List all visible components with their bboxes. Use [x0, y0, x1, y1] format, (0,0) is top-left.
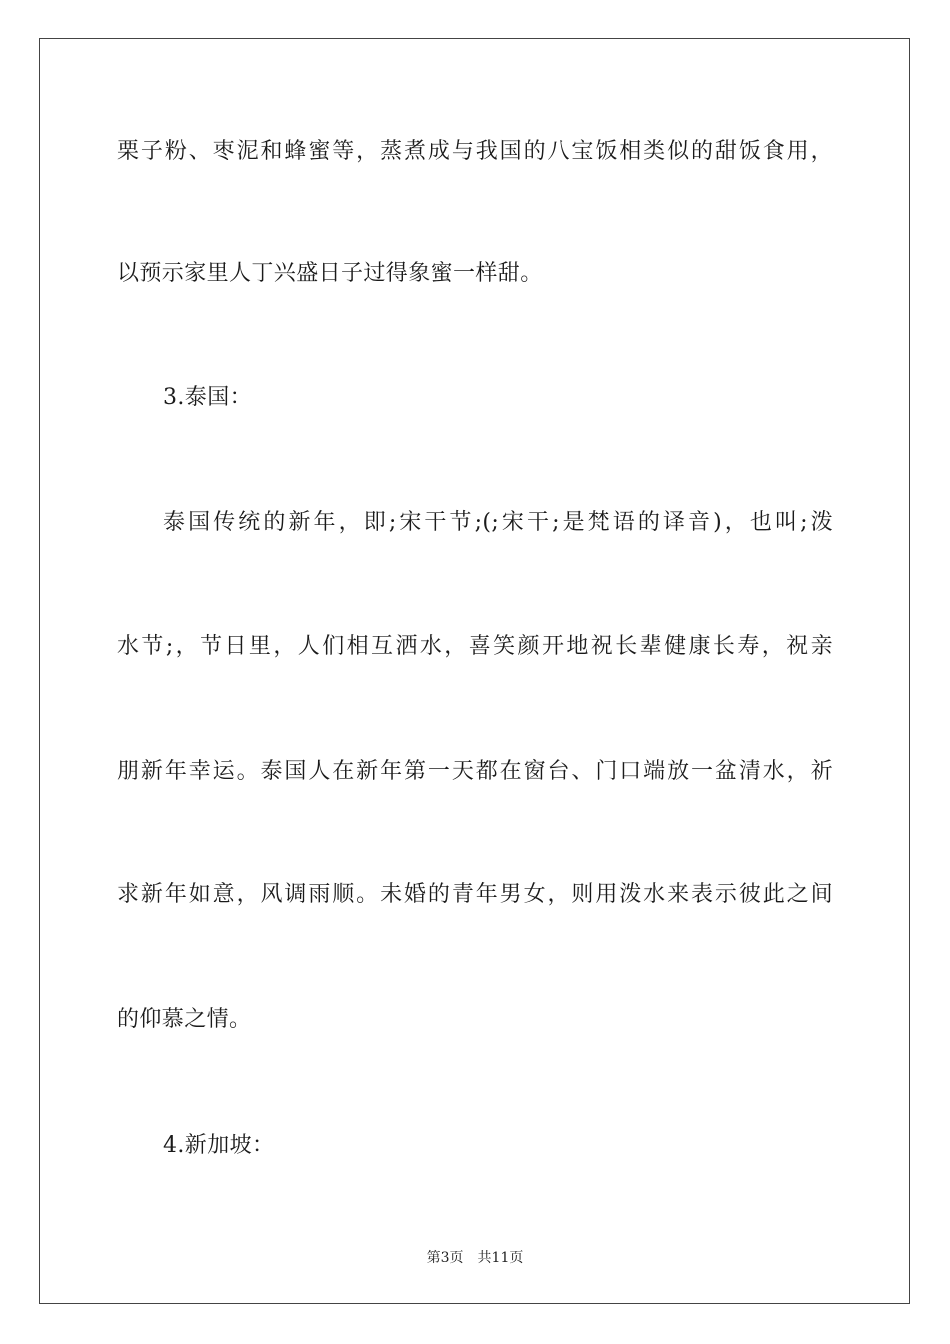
page-number: 第3页 [426, 1250, 464, 1266]
page-footer [0, 1248, 950, 1268]
section-heading-singapore: 4.新加坡： [163, 1133, 275, 1158]
body-text-line-6: 求新年如意，风调雨顺。未婚的青年男女，则用泼水来表示彼此之间 [117, 882, 833, 907]
page-border [39, 38, 910, 1304]
page-total: 共11页 [477, 1250, 524, 1266]
body-text-line-3: 泰国传统的新年，即;宋干节;(;宋干;是梵语的译音)，也叫;泼 [163, 510, 833, 535]
body-text-line-4: 水节;，节日里，人们相互洒水，喜笑颜开地祝长辈健康长寿，祝亲 [117, 634, 833, 659]
section-heading-thailand: 3.泰国： [163, 385, 252, 410]
body-text-line-1: 栗子粉、枣泥和蜂蜜等，蒸煮成与我国的八宝饭相类似的甜饭食用， [117, 139, 833, 164]
body-text-line-5: 朋新年幸运。泰国人在新年第一天都在窗台、门口端放一盆清水，祈 [117, 759, 833, 784]
body-text-line-2: 以预示家里人丁兴盛日子过得象蜜一样甜。 [117, 261, 543, 286]
body-text-line-7: 的仰慕之情。 [117, 1007, 252, 1032]
